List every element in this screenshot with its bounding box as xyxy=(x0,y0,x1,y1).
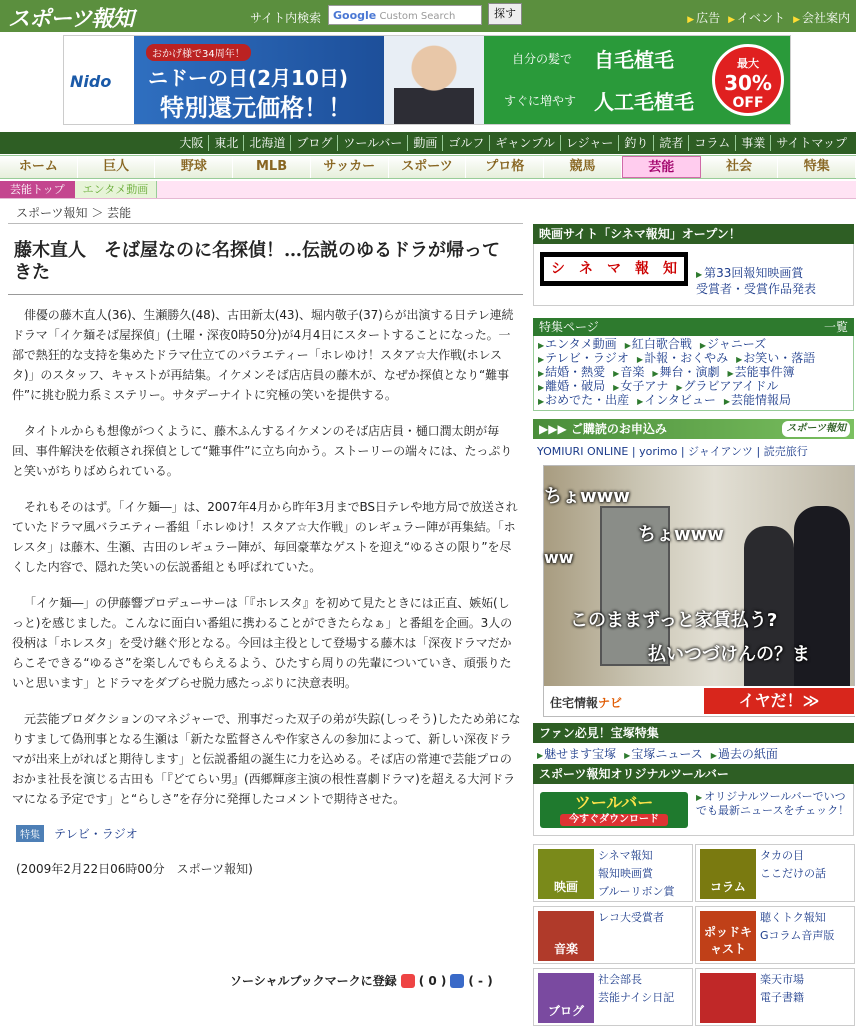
sub-nav xyxy=(0,181,856,199)
search-input[interactable] xyxy=(328,5,482,25)
top-header xyxy=(0,0,856,32)
cinema-letter: シ xyxy=(544,257,572,281)
cinema-heading[interactable]: 映画サイト「シネマ報知」オープン！ xyxy=(533,224,854,244)
region-nav-item[interactable]: サイトマップ xyxy=(770,135,852,151)
subscribe-logo: スポーツ報知 xyxy=(782,421,850,437)
main-nav-tab[interactable]: 競馬 xyxy=(544,156,622,178)
main-nav-tab[interactable]: 野球 xyxy=(155,156,233,178)
service-links xyxy=(760,847,826,883)
service-links xyxy=(598,909,664,927)
article-paragraph: 「イケ麺―」の伊藤響プロデューサーは「『ホレスタ』を初めて見たときには正直、嫉妬(しっと)を感じました。こんなに面白い番組に携わることができたらなぁ」と番組を企画。3人の役柄は「ホレスタ」を受け継ぐ形となる。今回は主役として登場する藤木は「深夜ドラマだからこそできる“ゆるさ”を楽しんでもらえるよう、ひたすら周りの先輩についていき、頑張りたいと思います」とドラマをダブらせ脱力感たっぷりに決意表明。 xyxy=(12,596,513,690)
service-link[interactable]: シネマ報知 xyxy=(598,849,653,862)
tag-badge: 特集 xyxy=(16,825,44,842)
service-link[interactable]: タカの目 xyxy=(760,849,804,862)
ad-text: 払いつづけんの？ま xyxy=(648,644,810,665)
tokushu-more-link[interactable]: 一覧 xyxy=(823,320,848,334)
toolbar-download-label: 今すぐダウンロード xyxy=(560,814,668,826)
main-nav-tab[interactable]: 特集 xyxy=(778,156,856,178)
tokushu-row xyxy=(538,352,849,366)
service-link[interactable]: レコ大受賞者 xyxy=(598,911,664,924)
service-cell[interactable] xyxy=(533,968,693,1026)
ad-brand-pre: 住宅 xyxy=(550,696,575,710)
main-nav xyxy=(0,155,856,179)
service-link[interactable]: 芸能ナイシ日記 xyxy=(598,991,675,1004)
banner-line3: 特別還元価格！！ xyxy=(160,94,352,122)
service-cell[interactable] xyxy=(533,844,693,902)
service-links xyxy=(598,971,674,1007)
main-nav-tab[interactable]: サッカー xyxy=(311,156,389,178)
social-bookmark xyxy=(230,972,493,989)
main-nav-tab[interactable]: プロ格 xyxy=(466,156,544,178)
tokushu-link[interactable]: ▶ グラビアアイドル xyxy=(676,380,778,394)
search-placeholder: Custom Search xyxy=(379,11,456,22)
tokushu-link[interactable]: ▶ 紅白歌合戦 xyxy=(625,338,692,352)
search-button[interactable]: 探す xyxy=(488,3,522,25)
takarazuka-section xyxy=(533,723,854,836)
tokushu-link[interactable]: ▶ エンタメ動画 xyxy=(538,338,617,352)
tokushu-title: 特集ページ xyxy=(539,320,599,334)
article-paragraph: タイトルからも想像がつくように、藤木ふんするイケメンのそば店店員・樋口潤太朗が毎回、事件解決を依頼され探偵として“難事件”に立ち向かう。ストーリーの端々には、たっぷりと笑いがちりばめられている。 xyxy=(12,424,513,478)
service-link[interactable]: ブルーリボン賞 xyxy=(598,885,675,898)
region-nav-item[interactable]: 釣り xyxy=(618,135,653,151)
service-link[interactable]: 電子書籍 xyxy=(760,991,804,1004)
banner-ad[interactable] xyxy=(63,35,791,125)
service-link[interactable]: 聴くトク報知 xyxy=(760,911,826,924)
ad-brand-mid: 情報 xyxy=(574,696,599,710)
cinema-letter: ネ xyxy=(572,257,600,281)
region-nav-item[interactable]: 大阪 xyxy=(179,136,204,150)
service-cell[interactable] xyxy=(533,906,693,964)
region-nav xyxy=(0,132,856,154)
region-nav-item[interactable]: ギャンブル xyxy=(489,135,560,151)
region-nav-item[interactable]: ツールバー xyxy=(337,135,407,151)
site-logo[interactable]: スポーツ報知 xyxy=(8,7,134,32)
partner-links[interactable]: YOMIURI ONLINE | yorimo | ジャイアンツ | 読売旅行 xyxy=(537,445,808,458)
ad-footer xyxy=(544,686,856,716)
tokushu-link[interactable]: ▶ 舞台・演劇 xyxy=(652,366,719,380)
tokushu-row xyxy=(538,394,849,408)
takarazuka-link[interactable]: ▶ 魅せます宝塚 xyxy=(537,745,616,762)
main-nav-tab[interactable]: スポーツ xyxy=(389,156,467,178)
cinema-box[interactable] xyxy=(533,244,854,306)
link-event[interactable]: ▶ イベント xyxy=(728,9,785,26)
ad-person-image xyxy=(794,506,850,716)
top-links xyxy=(687,9,850,26)
ad-brand-post: ナビ xyxy=(598,696,623,710)
ad-text: このままずっと家賃払う? xyxy=(570,610,778,631)
breadcrumb[interactable]: スポーツ報知 ＞ 芸能 xyxy=(8,204,523,224)
tokushu-row xyxy=(538,366,849,380)
region-nav-item[interactable]: ゴルフ xyxy=(442,135,489,151)
article-tags xyxy=(16,825,521,842)
tokushu-link[interactable]: ▶ テレビ・ラジオ xyxy=(538,352,629,366)
region-nav-item[interactable]: コラム xyxy=(688,135,735,151)
bookmark-count-1: ( 0 ) xyxy=(418,973,447,988)
banner-person-image xyxy=(394,38,474,124)
badge-mid: 30% xyxy=(724,71,772,95)
toolbar-download-button[interactable] xyxy=(540,792,688,828)
takarazuka-links xyxy=(533,743,854,764)
article-paragraph: 俳優の藤木直人(36)、生瀬勝久(48)、古田新太(43)、堀内敬子(37)らが出演する日テレ連続ドラマ「イケ麺そば屋探偵」(土曜・深夜0時50分)が4月4日にスタートすることになった。一部で熱狂的な支持を集めたドラマ仕立てのバラエティー「ホレゆけ！スタア☆大作戦(ホレスタ)」のスタッフ、キャストが再結集。イケメンそば店店員の藤木が、なぜか探偵となり“難事件”に挑む脱力系ミステリー。サタデーナイトに究極の笑いを提供する。 xyxy=(12,308,514,402)
banner-right1-big: 自毛植毛 xyxy=(594,48,674,72)
ad-text: ちょwww xyxy=(638,524,724,545)
tokushu-link[interactable]: ▶ 音楽 xyxy=(613,366,644,380)
tokushu-link[interactable]: ▶ 結婚・熱愛 xyxy=(538,366,605,380)
service-links xyxy=(760,909,834,945)
banner-line1: おかげ様で34周年！ xyxy=(146,44,251,61)
housing-ad[interactable] xyxy=(543,465,855,717)
tokushu-link[interactable]: ▶ ジャニーズ xyxy=(700,338,766,352)
main-nav-tab[interactable]: 社会 xyxy=(701,156,779,178)
article-title: 藤木直人 そば屋なのに名探偵！…伝説のゆるドラが帰ってきた xyxy=(8,228,523,295)
service-grid xyxy=(533,844,854,1026)
badge-top: 最大 xyxy=(737,57,759,70)
ad-text: ちょwww xyxy=(544,486,630,507)
subnav-entertainment-top[interactable]: 芸能トップ xyxy=(0,181,75,198)
banner-right1-small: 自分の髪で xyxy=(512,52,573,66)
sidebar xyxy=(533,224,854,1026)
article xyxy=(8,228,523,877)
cinema-award-link[interactable]: ▶ 第33回報知映画賞 xyxy=(696,266,816,282)
service-icon[interactable]: ポッドキャスト xyxy=(700,911,756,961)
badge-bot: OFF xyxy=(732,95,764,111)
tokushu-heading xyxy=(533,318,854,336)
article-dateline: (2009年2月22日06時00分 スポーツ報知) xyxy=(16,862,253,876)
service-icon[interactable]: ブログ xyxy=(538,973,594,1023)
main-nav-tab[interactable]: 芸能 xyxy=(622,156,701,178)
tokushu-link[interactable]: ▶ 芸能事件簿 xyxy=(728,366,795,380)
region-nav-item[interactable]: 東北 xyxy=(208,135,243,151)
service-link[interactable]: 社会部長 xyxy=(598,973,642,986)
cinema-text[interactable] xyxy=(696,266,816,296)
article-paragraph: それもそのはず。「イケ麺―」は、2007年4月から昨年3月までBS日テレや地方局で放送されていたドラマ風バラエティー番組「ホレゆけ！スタア☆大作戦」のレギュラー陣が再集結。「ホレスタ」は藤木、生瀬、古田のレギュラー陣が、毎回豪華なゲストを迎え“ゆるさの限り”を尽くした内容で、隠れた笑いの伝説番組とも呼ばれていた。 xyxy=(12,500,518,574)
tag-link-tv-radio[interactable]: テレビ・ラジオ xyxy=(54,827,138,841)
service-link[interactable]: Gコラム音声版 xyxy=(760,929,835,942)
service-icon[interactable]: コラム xyxy=(700,849,756,899)
toolbar-text[interactable]: ▶ オリジナルツールバーでいつでも最新ニュースをチェック！ xyxy=(696,790,851,817)
bookmark-pen-icon[interactable] xyxy=(450,974,464,988)
region-nav-item[interactable]: 読者 xyxy=(653,135,688,151)
service-icon[interactable] xyxy=(700,973,756,1023)
region-nav-item[interactable]: 北海道 xyxy=(243,135,290,151)
cinema-award-sub[interactable]: 受賞者・受賞作品発表 xyxy=(696,282,817,296)
region-nav-item[interactable]: ブログ xyxy=(290,135,337,151)
main-nav-tab[interactable]: ホーム xyxy=(0,156,78,178)
toolbar-box[interactable] xyxy=(533,784,854,836)
banner-right2-small: すぐに増やす xyxy=(504,94,577,108)
toolbar-heading[interactable]: スポーツ報知オリジナルツールバー xyxy=(533,764,854,784)
region-nav-item[interactable]: 動画 xyxy=(407,135,442,151)
bookmark-count-2: ( - ) xyxy=(468,973,493,988)
article-paragraph: 元芸能プロダクションのマネジャーで、刑事だった双子の弟が失踪(しっそう)したため弟になりすまして偽刑事となる生瀬は「新たな監督さんや作家さんの参加によって、新しい深夜ドラマが出来上がればと期待します」と伝説番組の誕生に力を込める。そば店の常連で芸能プロのおかま社長を演じる古田も「『どてらい男』(西郷輝彦主演の根性喜劇ドラマ)を超える大河ドラマになる予定です」と“らしさ”を存分に発揮したコメントで期待させた。 xyxy=(12,712,521,806)
service-link[interactable]: 報知映画賞 xyxy=(598,867,653,880)
service-icon[interactable]: 音楽 xyxy=(538,911,594,961)
ad-brand xyxy=(550,694,622,711)
service-cell[interactable] xyxy=(695,906,855,964)
main-nav-tab[interactable]: MLB xyxy=(233,156,311,178)
site-search-label: サイト内検索 xyxy=(250,11,322,25)
subnav-entertainment-video[interactable]: エンタメ動画 xyxy=(75,181,158,198)
search-brand: Google xyxy=(333,9,377,22)
tokushu-link[interactable]: ▶ 女子アナ xyxy=(613,380,668,394)
tokushu-link[interactable]: ▶ 訃報・おくやみ xyxy=(637,352,728,366)
service-cell[interactable] xyxy=(695,968,855,1026)
link-company[interactable]: ▶ 会社案内 xyxy=(793,9,850,26)
service-icon[interactable]: 映画 xyxy=(538,849,594,899)
toolbar-logo: ツールバー xyxy=(574,793,654,812)
region-nav-item[interactable]: レジャー xyxy=(560,135,618,151)
tokushu-link[interactable]: ▶ お笑い・落語 xyxy=(736,352,815,366)
cinema-letter: マ xyxy=(600,257,628,281)
tokushu-row xyxy=(538,380,849,394)
ad-cta-button[interactable]: イヤだ！≫ xyxy=(704,688,854,714)
subscribe-bar[interactable] xyxy=(533,419,854,439)
social-bookmark-label: ソーシャルブックマークに登録 xyxy=(230,974,397,988)
takarazuka-heading[interactable]: ファン必見！宝塚特集 xyxy=(533,723,854,743)
region-nav-item[interactable]: 事業 xyxy=(735,135,770,151)
tokushu-link[interactable]: ▶ おめでた・出産 xyxy=(538,394,629,408)
service-link[interactable]: ここだけの話 xyxy=(760,867,826,880)
takarazuka-link[interactable]: ▶ 過去の紙面 xyxy=(711,745,778,762)
cinema-logo[interactable] xyxy=(540,252,688,286)
banner-brand: Nido xyxy=(70,72,112,91)
tokushu-list xyxy=(533,336,854,411)
service-links xyxy=(598,847,675,901)
takarazuka-link[interactable]: ▶ 宝塚ニュース xyxy=(624,745,703,762)
banner-line2: ニドーの日(2月10日) xyxy=(148,66,349,90)
tokushu-link[interactable]: ▶ インタビュー xyxy=(637,394,716,408)
bookmark-service-icon[interactable] xyxy=(401,974,415,988)
service-cell[interactable] xyxy=(695,844,855,902)
banner-discount-badge xyxy=(712,44,784,116)
main-nav-tab[interactable]: 巨人 xyxy=(78,156,156,178)
tokushu-row xyxy=(538,338,849,352)
link-ad[interactable]: ▶ 広告 xyxy=(687,9,720,26)
tokushu-link[interactable]: ▶ 芸能情報局 xyxy=(724,394,791,408)
service-link[interactable]: 楽天市場 xyxy=(760,973,804,986)
service-links xyxy=(760,971,804,1007)
subscribe-label[interactable]: ▶▶▶ ご購読のお申込み xyxy=(539,422,667,436)
tokushu-link[interactable]: ▶ 離婚・破局 xyxy=(538,380,605,394)
article-body xyxy=(8,295,523,877)
banner-right2-big: 人工毛植毛 xyxy=(594,90,694,114)
ad-text: ww xyxy=(544,548,574,567)
cinema-letter: 報 xyxy=(628,257,656,281)
cinema-letter: 知 xyxy=(656,257,684,281)
